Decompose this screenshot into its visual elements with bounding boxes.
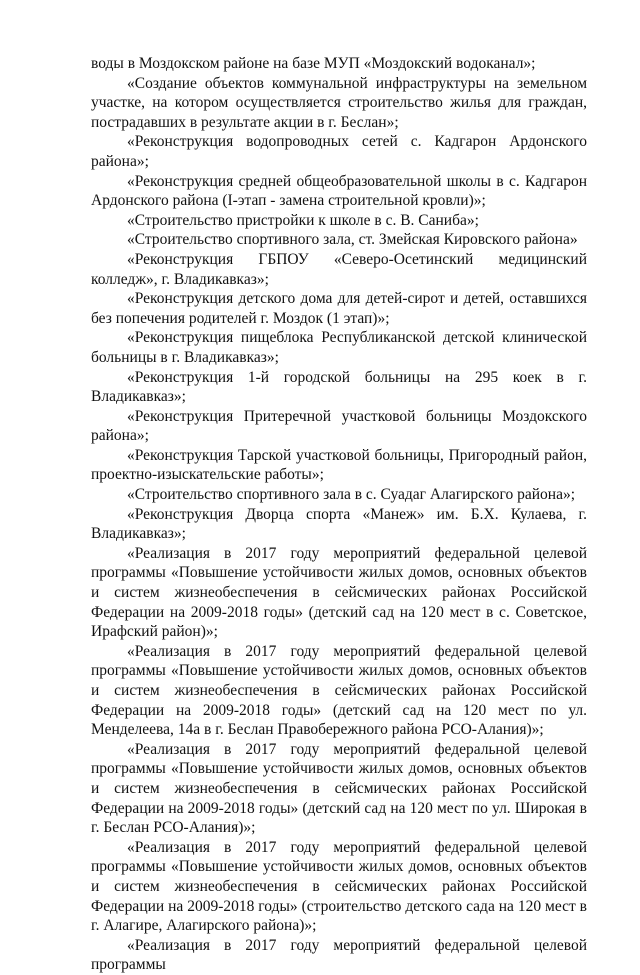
paragraph: «Реконструкция средней общеобразовательной школы в с. Кадгарон Ардонского района (I-этап - замена строительной кровли)»;: [91, 172, 587, 210]
paragraph: «Реконструкция пищеблока Республиканской детской клинической больницы в г. Владикавказ»;: [91, 329, 587, 366]
paragraph: «Реконструкция Притеречной участковой больницы Моздокского района»;: [91, 407, 587, 445]
paragraph: «Реализация в 2017 году мероприятий федеральной целевой программы: [91, 936, 587, 974]
paragraph: «Создание объектов коммунальной инфраструктуры на земельном участке, на котором осуществляется строительство жилья для граждан, пострадавших в результате акции в г. Беслан»;: [91, 74, 587, 131]
paragraph: «Реконструкция ГБПОУ «Северо-Осетинский медицинский колледж», г. Владикавказ»;: [91, 250, 587, 288]
paragraph: «Реконструкция детского дома для детей-сирот и детей, оставшихся без попечения родителей г. Моздок (1 этап)»;: [91, 290, 587, 327]
paragraph: «Реконструкция Тарской участковой больницы, Пригородный район, проектно-изыскательские работы»;: [91, 446, 587, 484]
paragraph: «Реконструкция Дворца спорта «Манеж» им. Б.Х. Кулаева, г. Владикавказ»;: [91, 505, 587, 543]
paragraph: «Строительство пристройки к школе в с. В. Саниба»;: [127, 211, 479, 229]
paragraph: «Реализация в 2017 году мероприятий федеральной целевой программы «Повышение устойчивости жилых домов, основных объектов и систем жизнеобеспечения в сейсмических районах Российской Федерации на 2009-2018 годы» (детский сад на 120 мест по ул. Широкая в г. Беслан РСО-Алания)»;: [91, 740, 587, 837]
document-body: [91, 54, 587, 975]
paragraph: «Реализация в 2017 году мероприятий федеральной целевой программы «Повышение устойчивости жилых домов, основных объектов и систем жизнеобеспечения в сейсмических районах Российской Федерации на 2009-2018 годы» (детский сад на 120 мест в с. Советское, Ирафский район)»;: [91, 544, 587, 641]
paragraph: «Строительство спортивного зала в с. Суадаг Алагирского района»;: [127, 486, 576, 504]
paragraph: «Реализация в 2017 году мероприятий федеральной целевой программы «Повышение устойчивости жилых домов, основных объектов и систем жизнеобеспечения в сейсмических районах Российской Федерации на 2009-2018 годы» (детский сад на 120 мест по ул. Менделеева, 14а в г. Беслан Правобережного района РСО-Алания)»;: [91, 642, 587, 739]
paragraph: «Реализация в 2017 году мероприятий федеральной целевой программы «Повышение устойчивости жилых домов, основных объектов и систем жизнеобеспечения в сейсмических районах Российской Федерации на 2009-2018 годы» (строительство детского сада на 120 мест в г. Алагире, Алагирского района)»;: [91, 838, 587, 935]
paragraph: воды в Моздокском районе на базе МУП «Моздокский водоканал»;: [91, 55, 536, 72]
paragraph: «Строительство спортивного зала, ст. Змейская Кировского района»: [127, 231, 578, 249]
paragraph: «Реконструкция водопроводных сетей с. Кадгарон Ардонского района»;: [91, 133, 587, 170]
paragraph: «Реконструкция 1-й городской больницы на 295 коек в г. Владикавказ»;: [91, 368, 587, 406]
